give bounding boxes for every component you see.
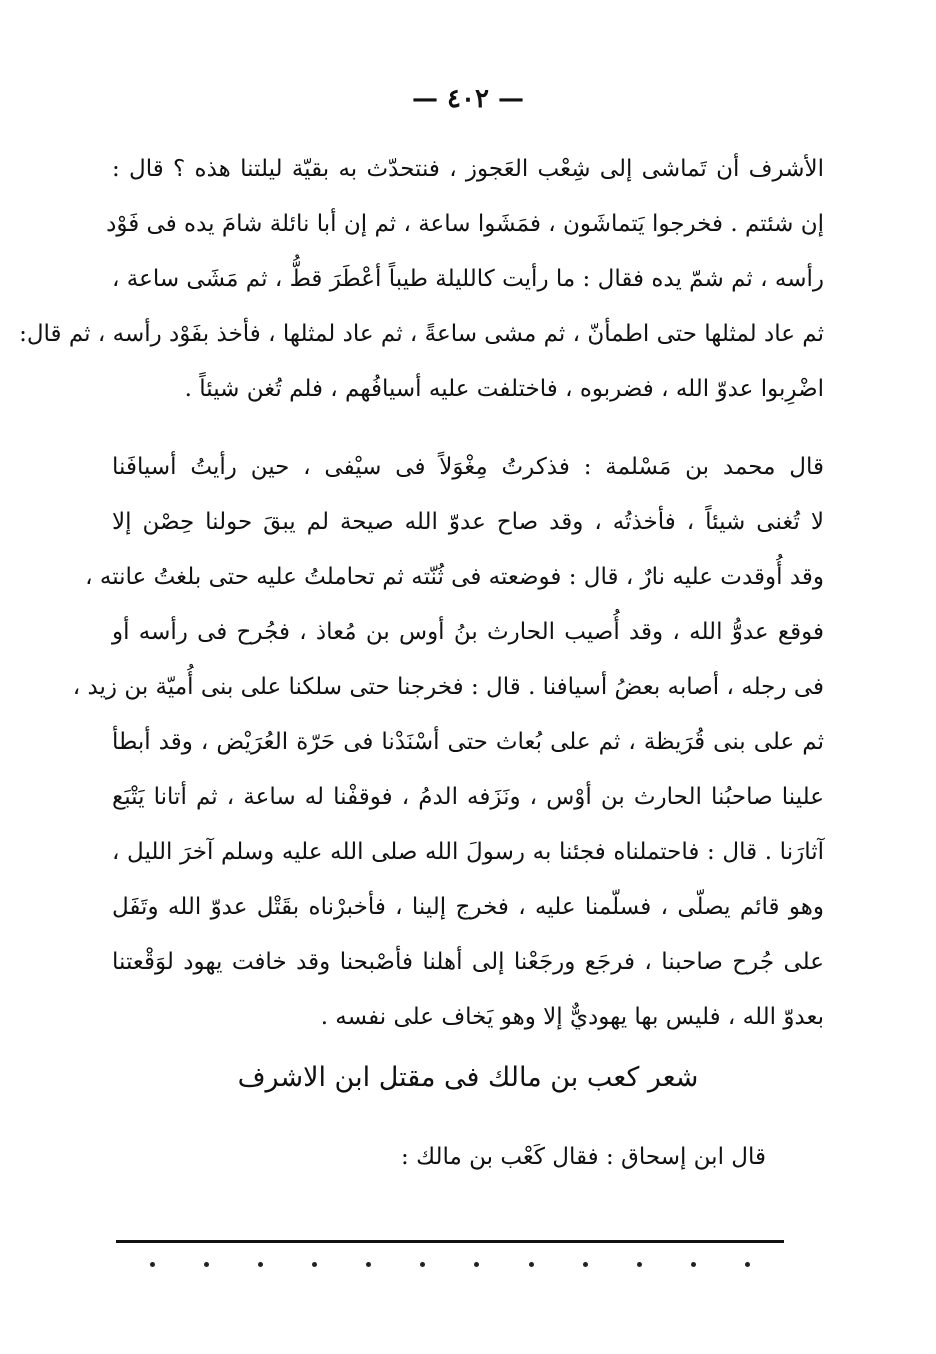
footer-dots: [150, 1262, 750, 1267]
dot-ornament: [312, 1262, 317, 1267]
poem-intro: قال ابن إسحاق : فقال كَعْب بن مالك :: [401, 1144, 766, 1170]
paragraph-1: [19, 142, 824, 417]
text-line: فوقع عدوُّ الله ، وقد أُصيب الحارث بنُ أوس بن مُعاذ ، فجُرح فى رأسه أو: [112, 619, 824, 645]
dot-ornament: [529, 1262, 534, 1267]
dot-ornament: [745, 1262, 750, 1267]
text-line: رأسه ، ثم شمّ يده فقال : ما رأيت كالليلة طيباً أعْطَرَ قطُّ ، ثم مَشَى ساعة ،: [112, 266, 824, 292]
dot-ornament: [150, 1262, 155, 1267]
text-line: إن شئتم . فخرجوا يَتماشَون ، فمَشَوا ساعة ، ثم إن أبا نائلة شامَ يده فى فَوْد: [106, 211, 824, 237]
text-line: وقد أُوقدت عليه نارٌ ، قال : فوضعته فى ثُنّته ثم تحاملتُ عليه حتى بلغتُ عانته ،: [85, 564, 824, 590]
text-line: على جُرح صاحبنا ، فرجَع ورجَعْنا إلى أهلنا فأصْبحنا وقد خافت يهود لوَقْعتنا: [112, 949, 824, 975]
text-line: الأشرف أن تَماشى إلى شِعْب العَجوز ، فنتحدّث به بقيّة ليلتنا هذه ؟ قال :: [112, 156, 824, 182]
dot-ornament: [420, 1262, 425, 1267]
dot-ornament: [204, 1262, 209, 1267]
text-line: علينا صاحبُنا الحارث بن أوْس ، ونَزَفه الدمُ ، فوقفْنا له ساعة ، ثم أتانا يَتْبَع: [112, 784, 824, 810]
text-line: لا تُغنى شيئاً ، فأخذتُه ، وقد صاح عدوّ الله صيحة لم يبقَ حولنا حِصْن إلا: [112, 509, 824, 535]
text-line: ثم على بنى قُرَيظة ، ثم على بُعاث حتى أسْنَدْنا فى حَرّة العُرَيْض ، وقد أبطأ: [112, 729, 824, 755]
dot-ornament: [258, 1262, 263, 1267]
text-line: آثارَنا . قال : فاحتملناه فجئنا به رسولَ الله صلى الله عليه وسلم آخرَ الليل ،: [112, 839, 824, 865]
paragraph-2: [72, 440, 824, 1045]
text-line: بعدوّ الله ، فليس بها يهوديٌّ إلا وهو يَخاف على نفسه .: [320, 1004, 824, 1030]
text-line: فى رجله ، أصابه بعضُ أسيافنا . قال : فخرجنا حتى سلكنا على بنى أُميّة بن زيد ،: [72, 674, 824, 700]
dot-ornament: [366, 1262, 371, 1267]
text-line: ثم عاد لمثلها حتى اطمأنّ ، ثم مشى ساعةً ، ثم عاد لمثلها ، فأخذ بفَوْد رأسه ، ثم قال:: [19, 321, 824, 347]
section-heading: شعر كعب بن مالك فى مقتل ابن الاشرف: [237, 1062, 699, 1093]
text-line: وهو قائم يصلّى ، فسلّمنا عليه ، فخرج إلينا ، فأخبرْناه بقَتْل عدوّ الله وتَفَل: [112, 894, 824, 920]
dot-ornament: [691, 1262, 696, 1267]
dot-ornament: [583, 1262, 588, 1267]
text-line: قال محمد بن مَسْلمة : فذكرتُ مِغْوَلاً فى سيْفى ، حين رأيتُ أسيافَنا: [112, 454, 824, 480]
text-line: اضْرِبوا عدوّ الله ، فضربوه ، فاختلفت عليه أسيافُهم ، فلم تُغن شيئاً .: [184, 376, 824, 402]
page-number: — ٤٠٢ —: [411, 84, 525, 114]
dot-ornament: [474, 1262, 479, 1267]
footer-rule: [116, 1240, 784, 1243]
dot-ornament: [637, 1262, 642, 1267]
